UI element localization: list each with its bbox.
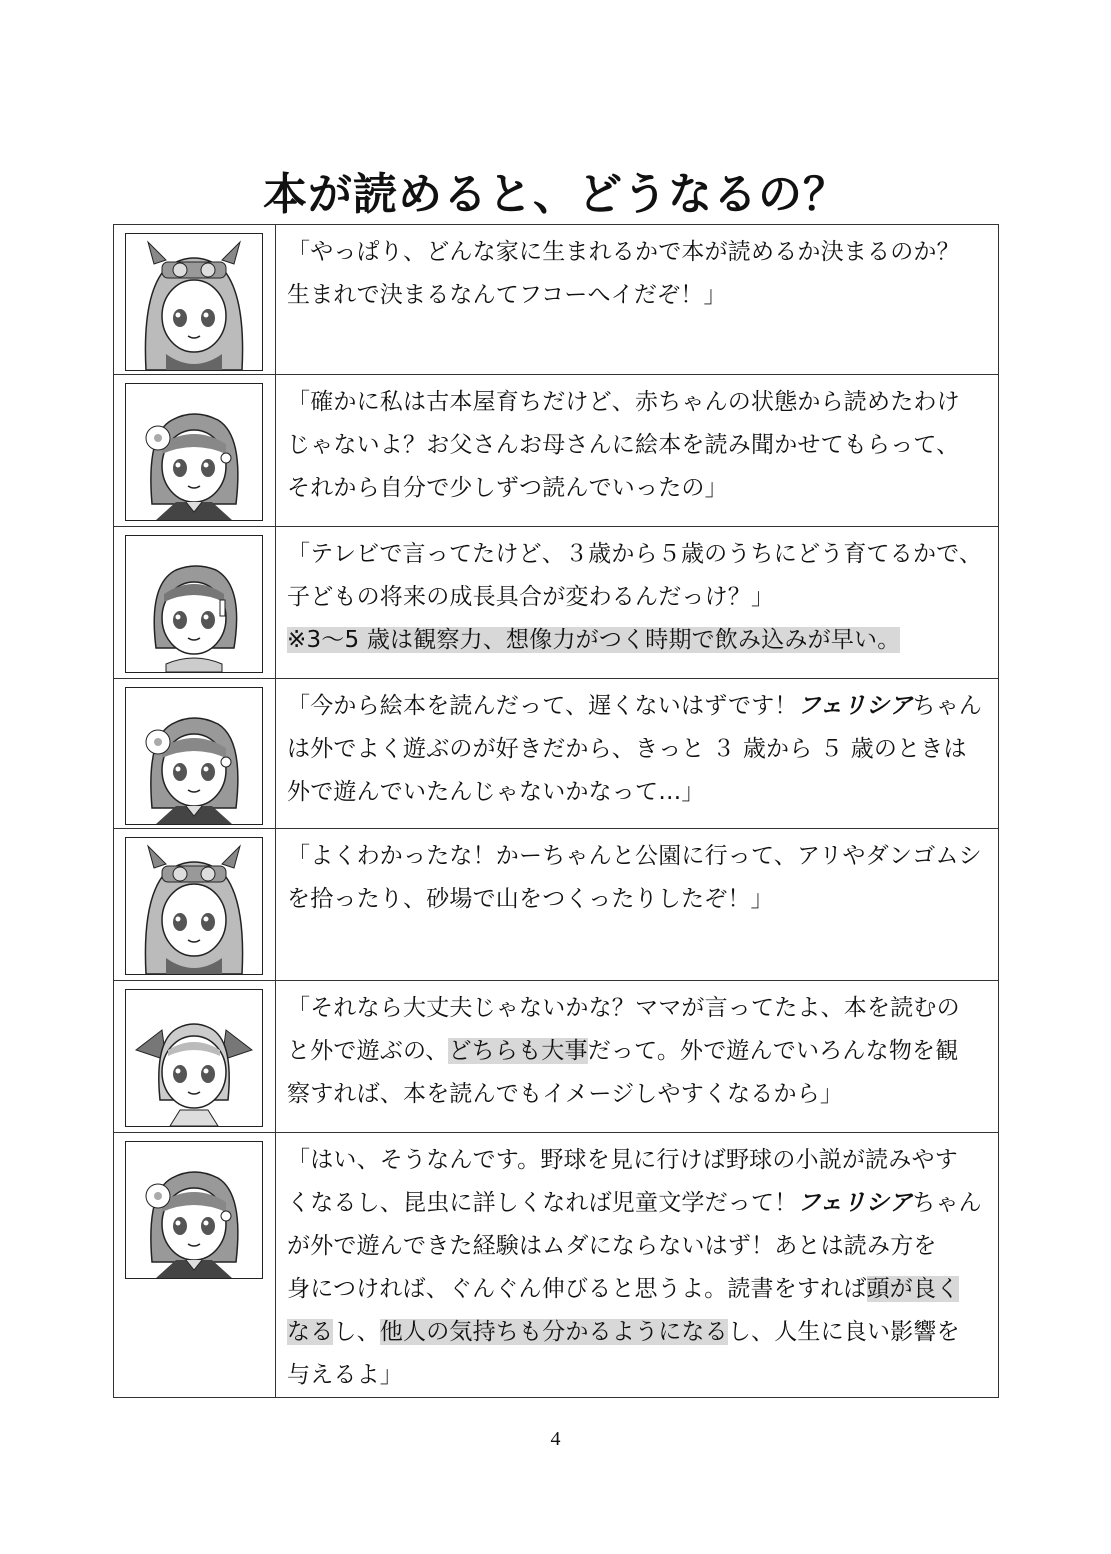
speech-text: 外で遊んでいたんじゃないかなって…」 xyxy=(287,779,705,805)
speech-text: 身につければ、ぐんぐん伸びると思うよ。読書をすれば xyxy=(287,1276,867,1302)
dialogue-row xyxy=(114,1133,999,1398)
speech-text: 「それなら大丈夫じゃないかな？ママが言ってたよ、本を読むの xyxy=(287,995,960,1021)
portrait-cell xyxy=(114,829,276,981)
flower-hair-girl-portrait xyxy=(125,383,263,521)
speech-cell xyxy=(276,527,999,679)
dialogue-table xyxy=(113,224,999,1398)
speech-text: 「やっぱり、どんな家に生まれるかで本が読めるか決まるのか？ xyxy=(287,239,960,265)
speech-line xyxy=(287,381,988,424)
horned-hood-girl-portrait xyxy=(125,837,263,975)
speech-line xyxy=(287,1073,988,1116)
speech-text: は外でよく遊ぶのが好きだから、きっと ３ 歳から ５ 歳のときは xyxy=(287,736,967,762)
speech-text: ちゃん xyxy=(912,693,983,719)
highlighted-text: ※3～5 歳は観察力、想像力がつく時期で飲み込みが早い。 xyxy=(287,627,901,653)
dialogue-row xyxy=(114,527,999,679)
speech-cell xyxy=(276,375,999,527)
highlighted-text: 他人の気持ちも分かるようになる xyxy=(379,1319,728,1345)
page-title: 本が読めると、どうなるの？ xyxy=(263,169,848,220)
character-name: フェリシア xyxy=(797,693,913,719)
speech-line xyxy=(287,231,988,274)
speech-line xyxy=(287,1139,988,1182)
speech-line xyxy=(287,274,988,317)
speech-line xyxy=(287,576,988,619)
speech-text: が外で遊んできた経験はムダにならないはず！あとは読み方を xyxy=(287,1233,937,1259)
speech-cell xyxy=(276,1133,999,1398)
speech-cell xyxy=(276,829,999,981)
portrait-cell xyxy=(114,981,276,1133)
speech-text: 察すれば、本を読んでもイメージしやすくなるから」 xyxy=(287,1081,844,1107)
short-hair-girl-portrait xyxy=(125,535,263,673)
speech-text: 「はい、そうなんです。野球を見に行けば野球の小説が読みやす xyxy=(287,1147,958,1173)
speech-text: 「確かに私は古本屋育ちだけど、赤ちゃんの状態から読めたわけ xyxy=(287,389,960,415)
speech-line xyxy=(287,533,988,576)
highlighted-text: 頭が良く xyxy=(866,1276,960,1302)
speech-text: 「よくわかったな！かーちゃんと公園に行って、アリやダンゴムシ xyxy=(287,843,982,869)
portrait-cell xyxy=(114,1133,276,1398)
speech-text: し、人生に良い影響を xyxy=(727,1319,960,1345)
speech-line xyxy=(287,1354,988,1397)
speech-line xyxy=(287,619,988,662)
speech-text: くなるし、昆虫に詳しくなれば児童文学だって！ xyxy=(287,1190,798,1216)
portrait-cell xyxy=(114,225,276,375)
speech-text: だって。外で遊んでいろんな物を観 xyxy=(587,1038,959,1064)
flower-hair-girl-portrait xyxy=(125,687,263,825)
speech-text: じゃないよ？お父さんお母さんに絵本を読み聞かせてもらって、 xyxy=(287,432,960,458)
dialogue-row xyxy=(114,829,999,981)
speech-text: 「テレビで言ってたけど、３歳から５歳のうちにどう育てるかで、 xyxy=(287,541,983,567)
dialogue-row xyxy=(114,375,999,527)
dialogue-row xyxy=(114,981,999,1133)
character-name: フェリシア xyxy=(797,1190,913,1216)
horned-hood-girl-portrait xyxy=(125,233,263,371)
speech-text: 与えるよ」 xyxy=(287,1362,403,1388)
speech-line xyxy=(287,835,988,878)
speech-text: を拾ったり、砂場で山をつくったりしたぞ！」 xyxy=(287,886,774,912)
speech-text: それから自分で少しずつ読んでいったの」 xyxy=(287,475,728,501)
speech-line xyxy=(287,685,988,728)
portrait-cell xyxy=(114,679,276,829)
speech-text: 「今から絵本を読んだって、遅くないはずです！ xyxy=(287,693,798,719)
speech-line xyxy=(287,1030,988,1073)
speech-line xyxy=(287,1225,988,1268)
speech-text: と外で遊ぶの、 xyxy=(287,1038,449,1064)
speech-text: 生まれで決まるなんてフコーへイだぞ！」 xyxy=(287,282,727,308)
highlighted-text: どちらも大事 xyxy=(448,1038,588,1064)
speech-line xyxy=(287,1311,988,1354)
speech-line xyxy=(287,424,988,467)
dialogue-row xyxy=(114,679,999,829)
page-number: 4 xyxy=(550,1428,561,1450)
flower-hair-girl-portrait xyxy=(125,1141,263,1279)
speech-line xyxy=(287,771,988,814)
speech-line xyxy=(287,878,988,921)
speech-line xyxy=(287,1268,988,1311)
twin-bow-girl-portrait xyxy=(125,989,263,1127)
speech-text: ちゃん xyxy=(912,1190,982,1216)
portrait-cell xyxy=(114,375,276,527)
dialogue-row xyxy=(114,225,999,375)
speech-line xyxy=(287,728,988,771)
speech-cell xyxy=(276,679,999,829)
speech-text: 子どもの将来の成長具合が変わるんだっけ？」 xyxy=(287,584,775,610)
highlighted-text: なる xyxy=(287,1319,334,1345)
speech-line xyxy=(287,1182,988,1225)
speech-text: し、 xyxy=(333,1319,380,1345)
speech-cell xyxy=(276,981,999,1133)
speech-line xyxy=(287,987,988,1030)
speech-cell xyxy=(276,225,999,375)
portrait-cell xyxy=(114,527,276,679)
speech-line xyxy=(287,467,988,510)
